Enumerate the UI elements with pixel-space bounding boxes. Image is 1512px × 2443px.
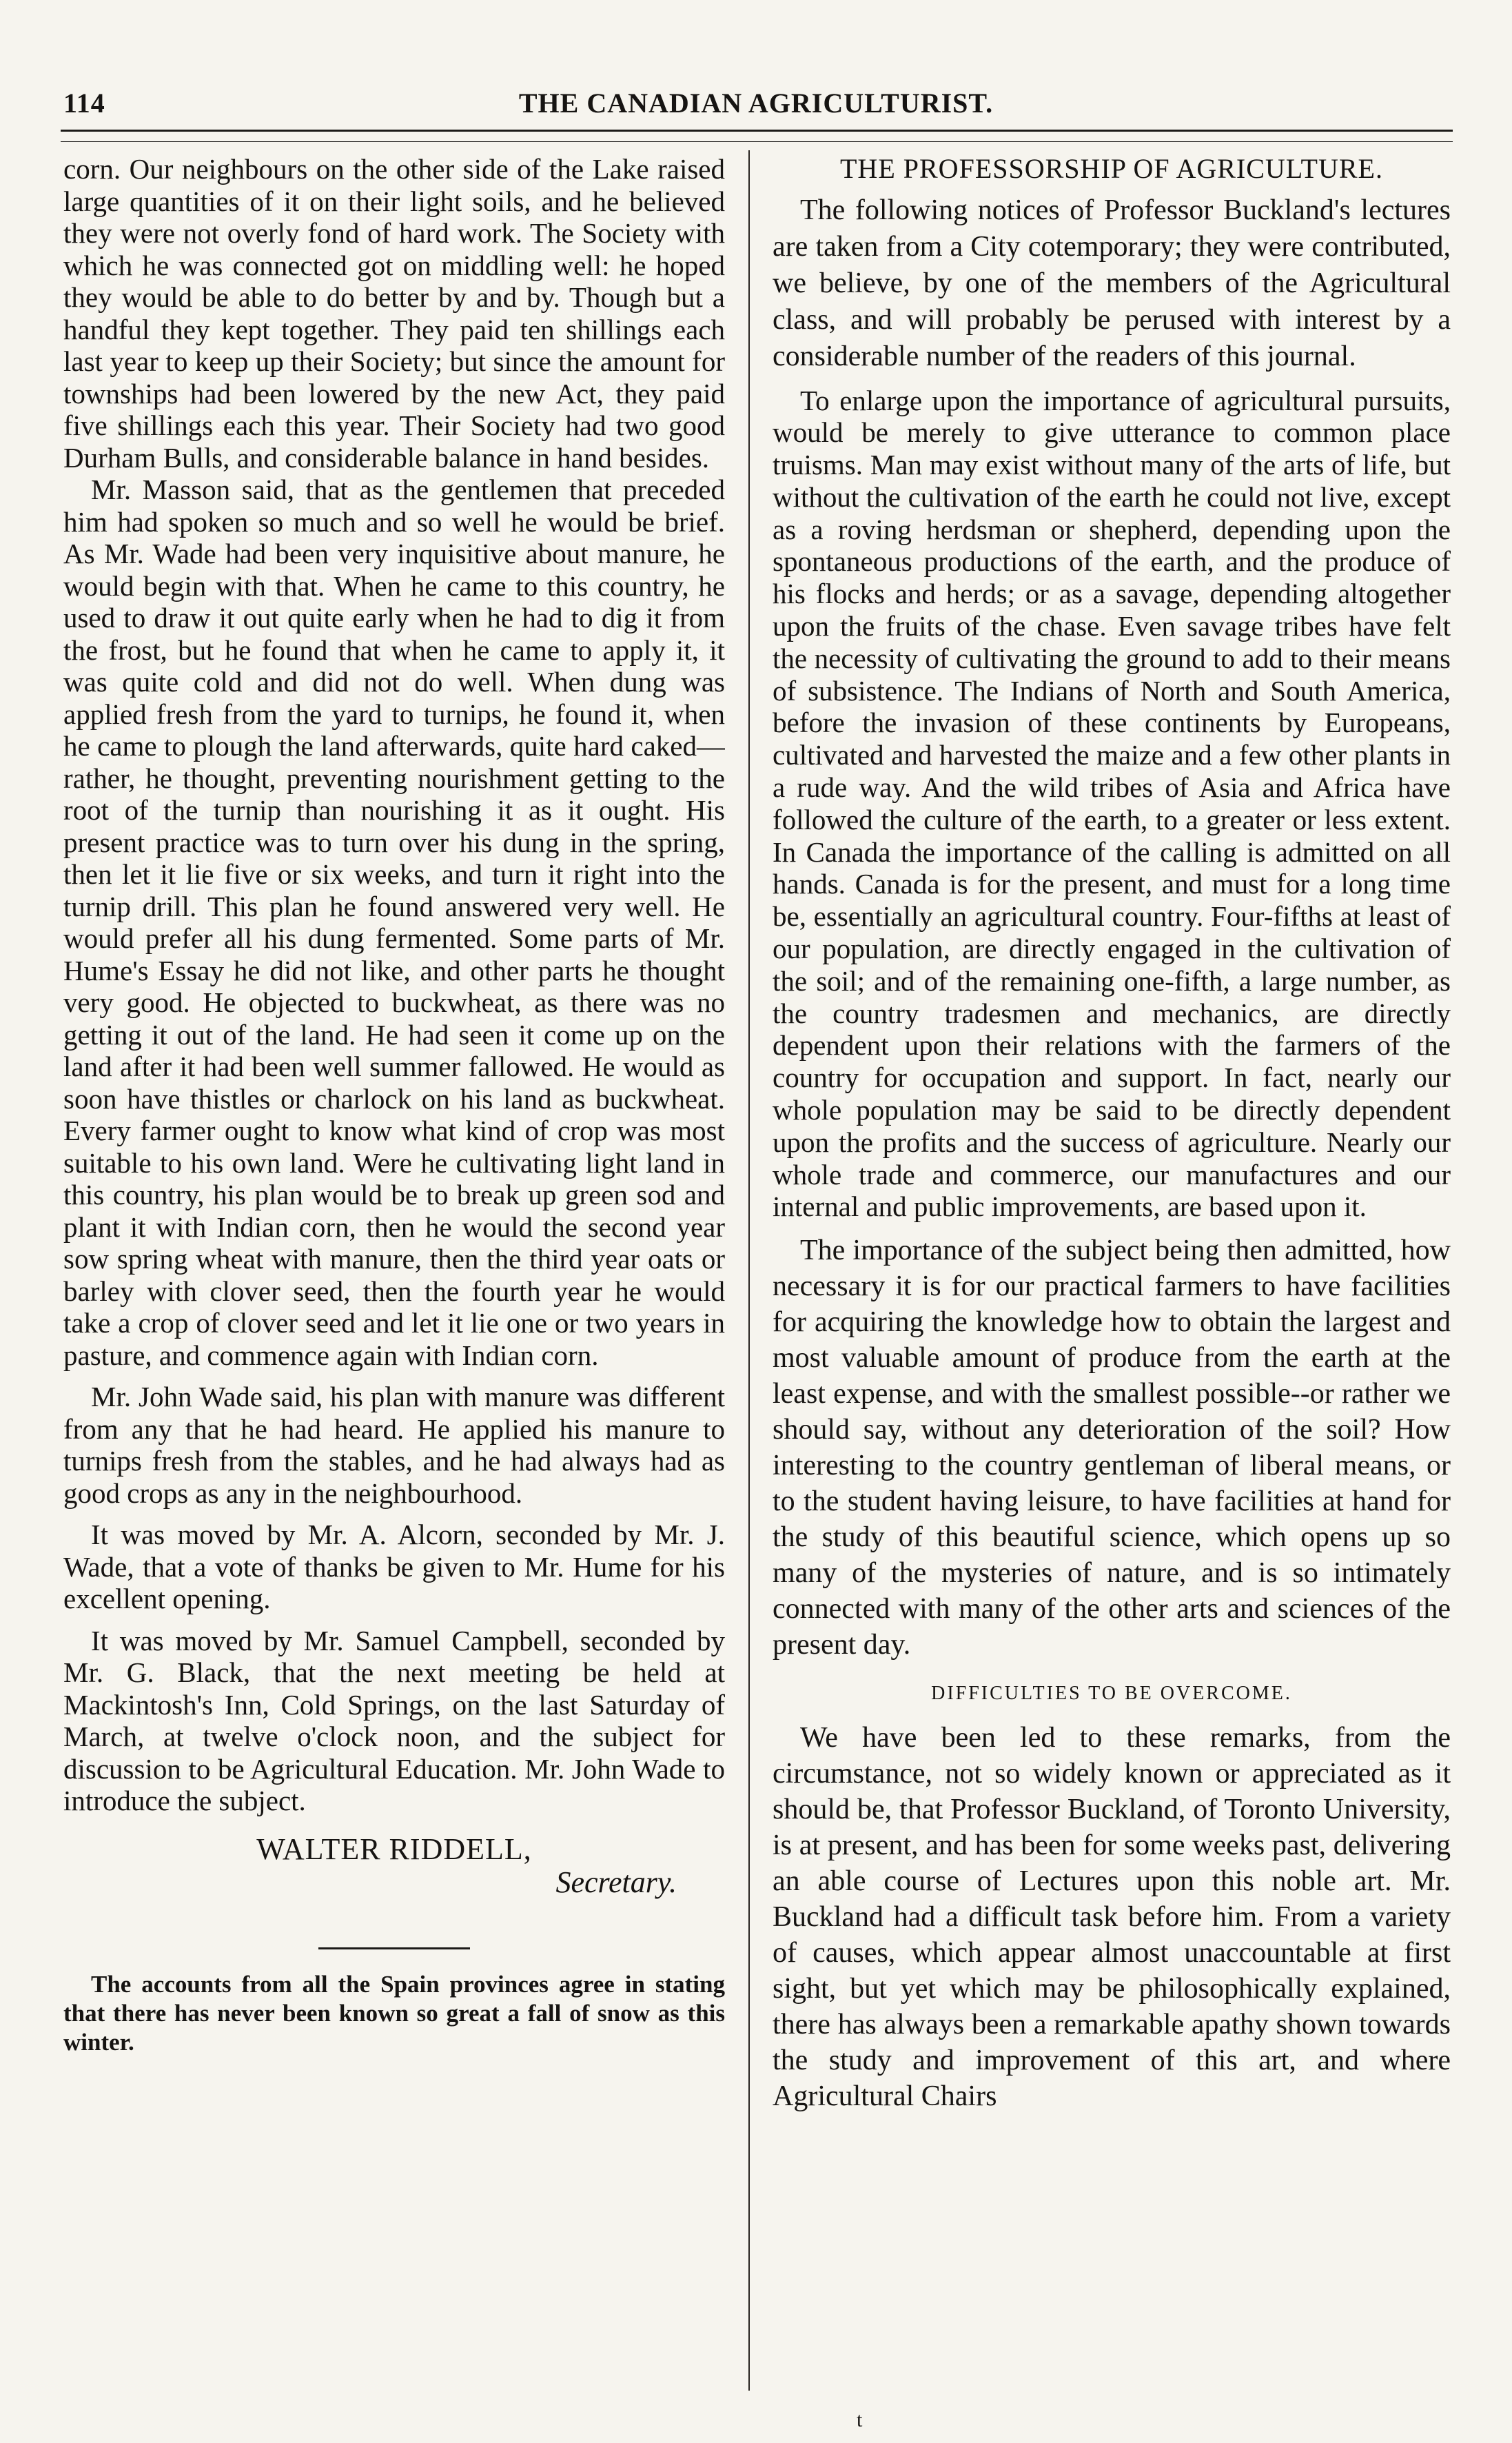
- left-column: [63, 153, 725, 2386]
- left-paragraph-5: It was moved by Mr. Samuel Campbell, seconded by Mr. G. Black, that the next meeting be held at Mackintosh's Inn, Cold Springs, on the last Saturday of March, at twelve o'clock noon, and the subject for discussion to be Agricultural Education. Mr. John Wade to introduce the subject.: [63, 1624, 725, 1816]
- column-divider: [748, 150, 750, 2391]
- left-paragraph-4: It was moved by Mr. A. Alcorn, seconded by Mr. J. Wade, that a vote of thanks be given to Mr. Hume for his excellent opening.: [63, 1519, 725, 1614]
- footer-mark: t: [857, 2409, 863, 2431]
- news-note: The accounts from all the Spain provinces agree in stating that there has never been known so great a fall of snow as this winter.: [63, 1970, 725, 2056]
- header-double-rule: [61, 130, 1453, 142]
- section-subtitle: DIFFICULTIES TO BE OVERCOME.: [931, 1683, 1292, 1705]
- page-header: [63, 81, 1449, 123]
- article-title: THE PROFESSORSHIP OF AGRICULTURE.: [840, 153, 1383, 184]
- right-paragraph-2: The importance of the subject being then admitted, how necessary it is for our practical farmers to have facilities for acquiring the knowledge how to obtain the largest and most valuable amount of produce from the earth at the least expense, and with the smallest possible--or rather we should say, without any deterioration of the soil? How interesting to the country gentleman of liberal means, or to the student having leisure, to have facilities at hand for the study of this beautiful science, which opens up so many of the mysteries of nature, and is so intimately connected with many of the other arts and sciences of the present day.: [773, 1235, 1451, 1661]
- article-intro: The following notices of Professor Buckland's lectures are taken from a City cotemporary; they were contributed, we believe, by one of the members of the Agricultural class, and will probably be perused with interest by a considerable number of the readers of this journal.: [773, 194, 1451, 372]
- signature-name: WALTER RIDDELL,: [256, 1832, 532, 1866]
- right-paragraph-3: We have been led to these remarks, from the circumstance, not so widely known or appreciated as it should be, that Professor Buckland, of Toronto University, is at present, and has been for some weeks past, delivering an able course of Lectures upon this noble art. Mr. Buckland had a difficult task before him. From a variety of causes, which appear almost unaccountable at first sight, but yet which may be philosophically explained, there has always been a remarkable apathy shown towards the study and improvement of this art, and where Agricultural Chairs: [773, 1721, 1451, 2112]
- right-column: [773, 153, 1451, 2386]
- section-divider: [318, 1947, 470, 1949]
- left-paragraph-2: Mr. Masson said, that as the gentlemen that preceded him had spoken so much and so well he would be brief. As Mr. Wade had been very inquisitive about manure, he would begin with that. When he came to this country, he used to draw it out quite early when he had to dig it from the frost, but he found that when he came to apply it, it was quite cold and did not do well. When dung was applied fresh from the yard to turnips, he found it, when he came to plough the land afterwards, quite hard caked—rather, he thought, preventing nourishment getting to the root of the turnip than nourishing it as it ought. His present practice was to turn over his dung in the spring, then let it lie five or six weeks, and turn it right into the turnip drill. This plan he found answered very well. He would prefer all his dung fermented. Some parts of Mr. Hume's Essay he did not like, and other parts he thought very good. He objected to buckwheat, as there was no getting it out of the land. He had seen it come up on the land after it had been well summer fallowed. He would as soon have thistles or charlock on his land as buckwheat. Every farmer ought to know what kind of crop was most suitable to his own land. Were he cultivating light land in this country, his plan would be to break up green sod and plant it with Indian corn, then he would the second year sow spring wheat with manure, then the third year oats or barley with clover seed, then the fourth year he would take a crop of clover seed and let it lie one or two years in pasture, and commence again with Indian corn.: [63, 474, 725, 1371]
- right-paragraph-1: To enlarge upon the importance of agricultural pursuits, would be merely to give utterance to common place truisms. Man may exist without many of the arts of life, but without the cultivation of the earth he could not live, except as a roving herdsman or shepherd, depending upon the spontaneous productions of the earth, and the produce of his flocks and herds; or as a savage, depending altogether upon the fruits of the chase. Even savage tribes have felt the necessity of cultivating the ground to add to their means of subsistence. The Indians of North and South America, before the invasion of these continents by Europeans, cultivated and harvested the maize and a few other plants in a rude way. And the wild tribes of Asia and Africa have followed the culture of the earth, to a greater or less extent. In Canada the importance of the calling is admitted on all hands. Canada is for the present, and must for a long time be, essentially an agricultural country. Four-fifths at least of our population, are directly engaged in the cultivation of the soil; and of the remaining one-fifth, a large number, as the country tradesmen and mechanics, are directly dependent upon their relations with the farmers of the country for occupation and support. In fact, nearly our whole population may be said to be directly dependent upon the profits and the success of agriculture. Nearly our whole trade and commerce, our manufactures and our internal and public improvements, are based upon it.: [773, 384, 1451, 1223]
- page-number: 114: [63, 88, 105, 119]
- signature-role: Secretary.: [555, 1865, 677, 1899]
- journal-title: THE CANADIAN AGRICULTURIST.: [518, 88, 994, 119]
- left-paragraph-1: corn. Our neighbours on the other side of the Lake raised large quantities of it on their light soils, and he believed they were not overly fond of hard work. The Society with which he was connected got on middling well: he hoped they would be able to do better by and by. Though but a handful they kept together. They paid ten shillings each last year to keep up their Society; but since the amount for townships had been lowered by the new Act, they paid five shillings each this year. Their Society had two good Durham Bulls, and considerable balance in hand besides.: [63, 153, 725, 474]
- left-paragraph-3: Mr. John Wade said, his plan with manure was different from any that he had heard. He applied his manure to turnips fresh from the stables, and he had always had as good crops as any in the neighbourhood.: [63, 1381, 725, 1509]
